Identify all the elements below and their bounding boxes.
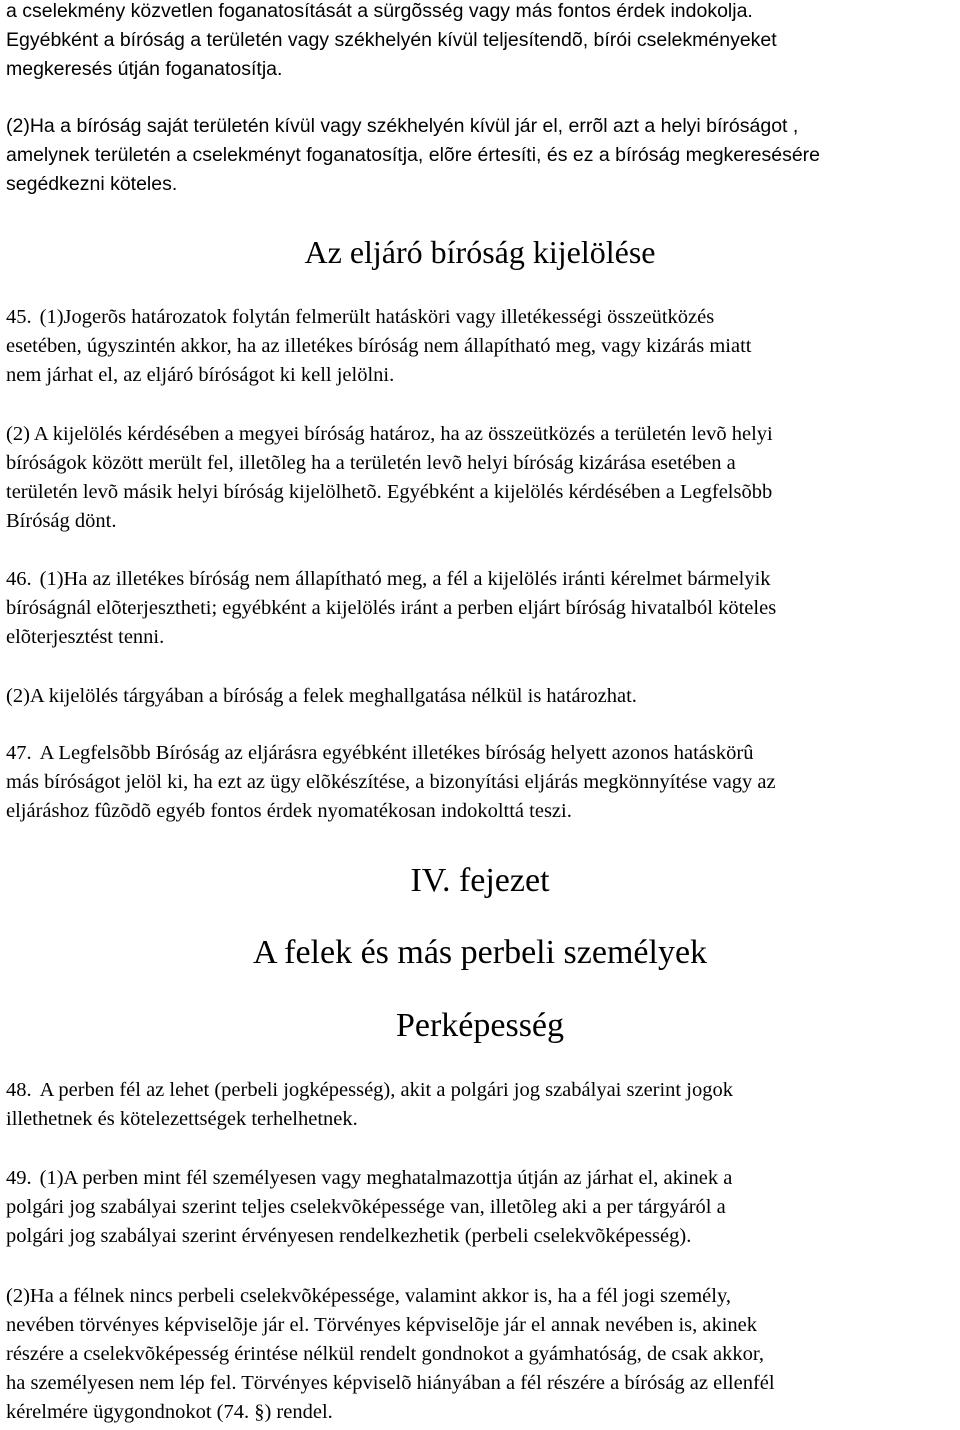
section-49-paragraph-2 — [6, 1282, 956, 1427]
paragraph-2 — [6, 112, 956, 199]
text-line: illethetnek és kötelezettségek terhelhetnek. — [6, 1108, 358, 1130]
text-line — [6, 1076, 956, 1105]
section-number: 49. — [6, 1167, 32, 1189]
text-line: (2)Ha a félnek nincs perbeli cselekvõképessége, valamint akkor is, ha a fél jogi személy, — [6, 1285, 732, 1307]
text-line: Bíróság dönt. — [6, 510, 117, 532]
text-line: bíróságok között merült fel, illetõleg ha a területén levõ helyi bíróság kizárása esetében a — [6, 452, 736, 474]
section-number: 47. — [6, 742, 32, 764]
text-line: elõterjesztést tenni. — [6, 626, 165, 648]
text-line: területén levõ másik helyi bíróság kijelölhetõ. Egyébként a kijelölés kérdésében a Legfelsõbb — [6, 481, 773, 503]
text-line: részére a cselekvõképesség érintése nélkül rendelt gondnokot a gyámhatóság, de csak akkor, — [6, 1343, 764, 1365]
text-line: esetében, úgyszintén akkor, ha az illetékes bíróság nem állapítható meg, vagy kizárás miatt — [6, 335, 752, 357]
text-line: A Legfelsõbb Bíróság az eljárásra egyébként illetékes bíróság helyett azonos hatáskörû — [39, 742, 754, 764]
text-line: bíróságnál elõterjesztheti; egyébként a kijelölés iránt a perben eljárt bíróság hivatalból köteles — [6, 597, 777, 619]
text-line: Egyébként a bíróság a területén vagy székhelyén kívül teljesítendõ, bírói cselekményeket — [6, 29, 777, 51]
text-line: (1)Jogerõs határozatok folytán felmerült hatásköri vagy illetékességi összeütközés — [39, 306, 715, 328]
text-line: (2)Ha a bíróság saját területén kívül vagy székhelyén kívül jár el, errõl azt a helyi bíróságot , — [6, 115, 799, 137]
section-45 — [6, 303, 956, 390]
text-line — [6, 739, 956, 768]
text-line: megkeresés útján foganatosítja. — [6, 58, 283, 80]
text-line: a cselekmény közvetlen foganatosítását a sürgõsség vagy más fontos érdek indokolja. — [6, 0, 753, 22]
text-line: eljáráshoz fûzõdõ egyéb fontos érdek nyomatékosan indokolttá teszi. — [6, 800, 572, 822]
section-48 — [6, 1076, 956, 1134]
text-line: ha személyesen nem lép fel. Törvényes képviselõ hiányában a fél részére a bíróság az ellenfél — [6, 1372, 775, 1394]
text-line: (1)Ha az illetékes bíróság nem állapítható meg, a fél a kijelölés iránti kérelmet bármelyik — [39, 568, 771, 590]
text-line: más bíróságot jelöl ki, ha ezt az ügy elõkészítése, a bizonyítási eljárás megkönnyítése vagy az — [6, 771, 776, 793]
text-line: (2) A kijelölés kérdésében a megyei bíróság határoz, ha az összeütközés a területén levõ helyi — [6, 423, 773, 445]
text-line — [6, 303, 956, 332]
heading-parties: A felek és más perbeli személyek — [252, 934, 708, 971]
heading-chapter: IV. fejezet — [410, 862, 550, 899]
text-line: A perben fél az lehet (perbeli jogképesség), akit a polgári jog szabályai szerint jogok — [39, 1079, 733, 1101]
section-47 — [6, 739, 956, 826]
text-line: nevében törvényes képviselõje jár el. Törvényes képviselõje jár el annak nevében is, akinek — [6, 1314, 758, 1336]
heading-capacity: Perképesség — [395, 1007, 565, 1044]
text-line: polgári jog szabályai szerint teljes cselekvõképessége van, illetõleg aki a per tárgyáról a — [6, 1196, 726, 1218]
text-line: polgári jog szabályai szerint érvényesen rendelkezhetik (perbeli cselekvõképesség). — [6, 1225, 692, 1247]
text-line: (1)A perben mint fél személyesen vagy meghatalmazottja útján az járhat el, akinek a — [39, 1167, 733, 1189]
section-number: 48. — [6, 1079, 32, 1101]
text-line: amelynek területén a cselekményt foganatosítja, elõre értesíti, és ez a bíróság megkeresésére — [6, 144, 821, 166]
section-45-paragraph-2 — [6, 420, 956, 536]
section-46 — [6, 565, 956, 652]
text-line — [6, 1164, 956, 1193]
text-line — [6, 565, 956, 594]
section-number: 45. — [6, 306, 32, 328]
text-line: segédkezni köteles. — [6, 173, 178, 195]
section-46-paragraph-2 — [6, 682, 956, 711]
section-49 — [6, 1164, 956, 1251]
text-line: (2)A kijelölés tárgyában a bíróság a felek meghallgatása nélkül is határozhat. — [6, 685, 637, 707]
text-line: nem járhat el, az eljáró bíróságot ki kell jelölni. — [6, 364, 395, 386]
text-line: kérelmére ügygondnokot (74. §) rendel. — [6, 1401, 333, 1423]
section-number: 46. — [6, 568, 32, 590]
heading-court-designation: Az eljáró bíróság kijelölése — [304, 234, 656, 270]
intro-paragraph — [6, 0, 956, 84]
